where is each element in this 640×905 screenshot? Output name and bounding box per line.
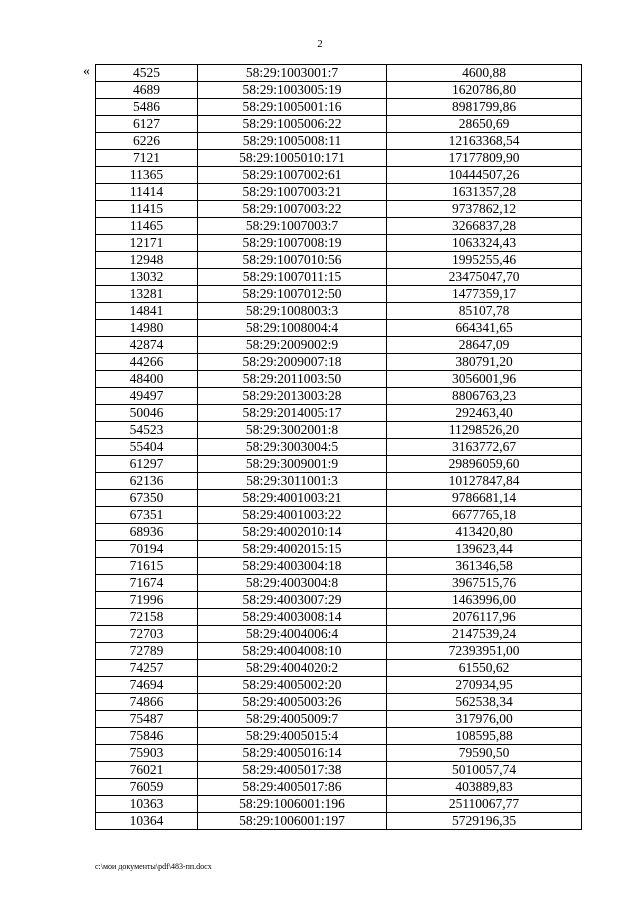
cadastral-value-cell: 403889,83 [387,779,582,796]
cadastral-number-cell: 58:29:4005002:20 [198,677,387,694]
table-row [96,524,582,541]
table-row [96,439,582,456]
table-row [96,201,582,218]
cadastral-number-cell: 58:29:1007008:19 [198,235,387,252]
cadastral-value-cell: 361346,58 [387,558,582,575]
table-row [96,167,582,184]
cadastral-value-cell: 380791,20 [387,354,582,371]
cadastral-number-cell: 58:29:4005017:86 [198,779,387,796]
cadastral-number-cell: 58:29:1005006:22 [198,116,387,133]
row-number-cell: 12948 [96,252,198,269]
row-number-cell: 75903 [96,745,198,762]
cadastral-value-cell: 317976,00 [387,711,582,728]
cadastral-value-cell: 23475047,70 [387,269,582,286]
cadastral-number-cell: 58:29:3002001:8 [198,422,387,439]
cadastral-value-cell: 413420,80 [387,524,582,541]
table-row [96,235,582,252]
table-row [96,728,582,745]
row-number-cell: 76059 [96,779,198,796]
cadastral-number-cell: 58:29:4003004:18 [198,558,387,575]
cadastral-value-cell: 292463,40 [387,405,582,422]
table-row [96,354,582,371]
cadastral-value-cell: 85107,78 [387,303,582,320]
row-number-cell: 12171 [96,235,198,252]
row-number-cell: 10363 [96,796,198,813]
row-number-cell: 71996 [96,592,198,609]
document-file-path: c:\мои документы\pdf\483-пп.docx [95,862,212,871]
row-number-cell: 74694 [96,677,198,694]
cadastral-value-cell: 1620786,80 [387,82,582,99]
table-row [96,507,582,524]
table-row [96,286,582,303]
cadastral-number-cell: 58:29:1007003:7 [198,218,387,235]
cadastral-value-cell: 1631357,28 [387,184,582,201]
cadastral-number-cell: 58:29:2011003:50 [198,371,387,388]
cadastral-number-cell: 58:29:1005010:171 [198,150,387,167]
cadastral-value-cell: 10127847,84 [387,473,582,490]
table-row [96,150,582,167]
table-row [96,575,582,592]
row-number-cell: 13281 [96,286,198,303]
row-number-cell: 11415 [96,201,198,218]
table-row [96,541,582,558]
table-row [96,269,582,286]
cadastral-value-cell: 6677765,18 [387,507,582,524]
cadastral-value-cell: 9786681,14 [387,490,582,507]
cadastral-number-cell: 58:29:1007012:50 [198,286,387,303]
cadastral-value-cell: 1995255,46 [387,252,582,269]
row-number-cell: 13032 [96,269,198,286]
cadastral-number-cell: 58:29:1007003:22 [198,201,387,218]
page-number: 2 [317,38,323,50]
table-row [96,779,582,796]
cadastral-value-cell: 1063324,43 [387,235,582,252]
row-number-cell: 67351 [96,507,198,524]
cadastral-number-cell: 58:29:1005008:11 [198,133,387,150]
cadastral-number-cell: 58:29:2013003:28 [198,388,387,405]
table-row [96,660,582,677]
cadastral-value-cell: 12163368,54 [387,133,582,150]
cadastral-value-cell: 10444507,26 [387,167,582,184]
table-row [96,473,582,490]
cadastral-value-cell: 8981799,86 [387,99,582,116]
cadastral-number-cell: 58:29:1006001:196 [198,796,387,813]
table-row [96,133,582,150]
cadastral-number-cell: 58:29:4002015:15 [198,541,387,558]
cadastral-number-cell: 58:29:3009001:9 [198,456,387,473]
cadastral-number-cell: 58:29:1007002:61 [198,167,387,184]
cadastral-value-cell: 139623,44 [387,541,582,558]
cadastral-number-cell: 58:29:4004020:2 [198,660,387,677]
row-number-cell: 11414 [96,184,198,201]
row-number-cell: 48400 [96,371,198,388]
row-number-cell: 5486 [96,99,198,116]
cadastral-value-cell: 11298526,20 [387,422,582,439]
table-row [96,694,582,711]
cadastral-number-cell: 58:29:1008003:3 [198,303,387,320]
row-number-cell: 71615 [96,558,198,575]
cadastral-number-cell: 58:29:1007010:56 [198,252,387,269]
table-row [96,252,582,269]
cadastral-value-cell: 29896059,60 [387,456,582,473]
row-number-cell: 4689 [96,82,198,99]
table-row [96,405,582,422]
cadastral-value-cell: 8806763,23 [387,388,582,405]
cadastral-value-cell: 3056001,96 [387,371,582,388]
cadastral-value-cell: 3967515,76 [387,575,582,592]
row-number-cell: 76021 [96,762,198,779]
cadastral-value-cell: 2076117,96 [387,609,582,626]
cadastral-value-cell: 1463996,00 [387,592,582,609]
row-number-cell: 61297 [96,456,198,473]
table-row [96,456,582,473]
table-row [96,337,582,354]
table-row [96,592,582,609]
cadastral-value-table [95,64,582,830]
cadastral-value-cell: 61550,62 [387,660,582,677]
cadastral-number-cell: 58:29:1005001:16 [198,99,387,116]
row-number-cell: 72158 [96,609,198,626]
cadastral-value-cell: 3163772,67 [387,439,582,456]
cadastral-number-cell: 58:29:4004008:10 [198,643,387,660]
table-row [96,65,582,82]
cadastral-number-cell: 58:29:4001003:22 [198,507,387,524]
row-number-cell: 6226 [96,133,198,150]
row-number-cell: 10364 [96,813,198,830]
table-body [96,65,582,830]
row-number-cell: 14841 [96,303,198,320]
cadastral-value-cell: 28647,09 [387,337,582,354]
cadastral-value-cell: 1477359,17 [387,286,582,303]
cadastral-value-cell: 28650,69 [387,116,582,133]
row-number-cell: 74866 [96,694,198,711]
cadastral-number-cell: 58:29:1003005:19 [198,82,387,99]
cadastral-value-cell: 5729196,35 [387,813,582,830]
table-row [96,745,582,762]
cadastral-number-cell: 58:29:4003008:14 [198,609,387,626]
cadastral-number-cell: 58:29:1008004:4 [198,320,387,337]
row-number-cell: 14980 [96,320,198,337]
cadastral-number-cell: 58:29:1007003:21 [198,184,387,201]
row-number-cell: 55404 [96,439,198,456]
row-number-cell: 54523 [96,422,198,439]
cadastral-number-cell: 58:29:4001003:21 [198,490,387,507]
cadastral-number-cell: 58:29:4002010:14 [198,524,387,541]
cadastral-number-cell: 58:29:1007011:15 [198,269,387,286]
table-row [96,813,582,830]
table-row [96,626,582,643]
cadastral-value-cell: 5010057,74 [387,762,582,779]
table-row [96,184,582,201]
cadastral-value-cell: 79590,50 [387,745,582,762]
table-row [96,82,582,99]
table-row [96,422,582,439]
table-row [96,558,582,575]
cadastral-number-cell: 58:29:4004006:4 [198,626,387,643]
cadastral-number-cell: 58:29:4003007:29 [198,592,387,609]
cadastral-number-cell: 58:29:4005017:38 [198,762,387,779]
row-number-cell: 67350 [96,490,198,507]
cadastral-number-cell: 58:29:2009002:9 [198,337,387,354]
cadastral-value-cell: 270934,95 [387,677,582,694]
cadastral-number-cell: 58:29:4005015:4 [198,728,387,745]
opening-quote-mark: « [83,64,90,79]
row-number-cell: 72789 [96,643,198,660]
row-number-cell: 7121 [96,150,198,167]
table-row [96,762,582,779]
row-number-cell: 74257 [96,660,198,677]
cadastral-number-cell: 58:29:3003004:5 [198,439,387,456]
row-number-cell: 71674 [96,575,198,592]
cadastral-number-cell: 58:29:4003004:8 [198,575,387,592]
cadastral-number-cell: 58:29:3011001:3 [198,473,387,490]
row-number-cell: 49497 [96,388,198,405]
row-number-cell: 4525 [96,65,198,82]
cadastral-value-cell: 17177809,90 [387,150,582,167]
row-number-cell: 11465 [96,218,198,235]
table-row [96,218,582,235]
row-number-cell: 75487 [96,711,198,728]
cadastral-number-cell: 58:29:4005016:14 [198,745,387,762]
cadastral-value-cell: 4600,88 [387,65,582,82]
row-number-cell: 42874 [96,337,198,354]
table-row [96,303,582,320]
row-number-cell: 68936 [96,524,198,541]
table-row [96,643,582,660]
row-number-cell: 70194 [96,541,198,558]
cadastral-number-cell: 58:29:1006001:197 [198,813,387,830]
cadastral-number-cell: 58:29:2009007:18 [198,354,387,371]
table-row [96,371,582,388]
row-number-cell: 72703 [96,626,198,643]
table-row [96,388,582,405]
cadastral-number-cell: 58:29:2014005:17 [198,405,387,422]
table-row [96,320,582,337]
row-number-cell: 50046 [96,405,198,422]
cadastral-value-cell: 562538,34 [387,694,582,711]
table-row [96,796,582,813]
table-row [96,116,582,133]
cadastral-value-cell: 25110067,77 [387,796,582,813]
cadastral-value-cell: 9737862,12 [387,201,582,218]
table-row [96,609,582,626]
cadastral-value-cell: 2147539,24 [387,626,582,643]
cadastral-number-cell: 58:29:4005009:7 [198,711,387,728]
table-row [96,711,582,728]
row-number-cell: 6127 [96,116,198,133]
row-number-cell: 75846 [96,728,198,745]
cadastral-value-cell: 72393951,00 [387,643,582,660]
row-number-cell: 11365 [96,167,198,184]
table-row [96,490,582,507]
cadastral-number-cell: 58:29:1003001:7 [198,65,387,82]
row-number-cell: 44266 [96,354,198,371]
cadastral-value-cell: 3266837,28 [387,218,582,235]
cadastral-number-cell: 58:29:4005003:26 [198,694,387,711]
row-number-cell: 62136 [96,473,198,490]
table-row [96,99,582,116]
cadastral-value-cell: 664341,65 [387,320,582,337]
cadastral-value-cell: 108595,88 [387,728,582,745]
table-row [96,677,582,694]
